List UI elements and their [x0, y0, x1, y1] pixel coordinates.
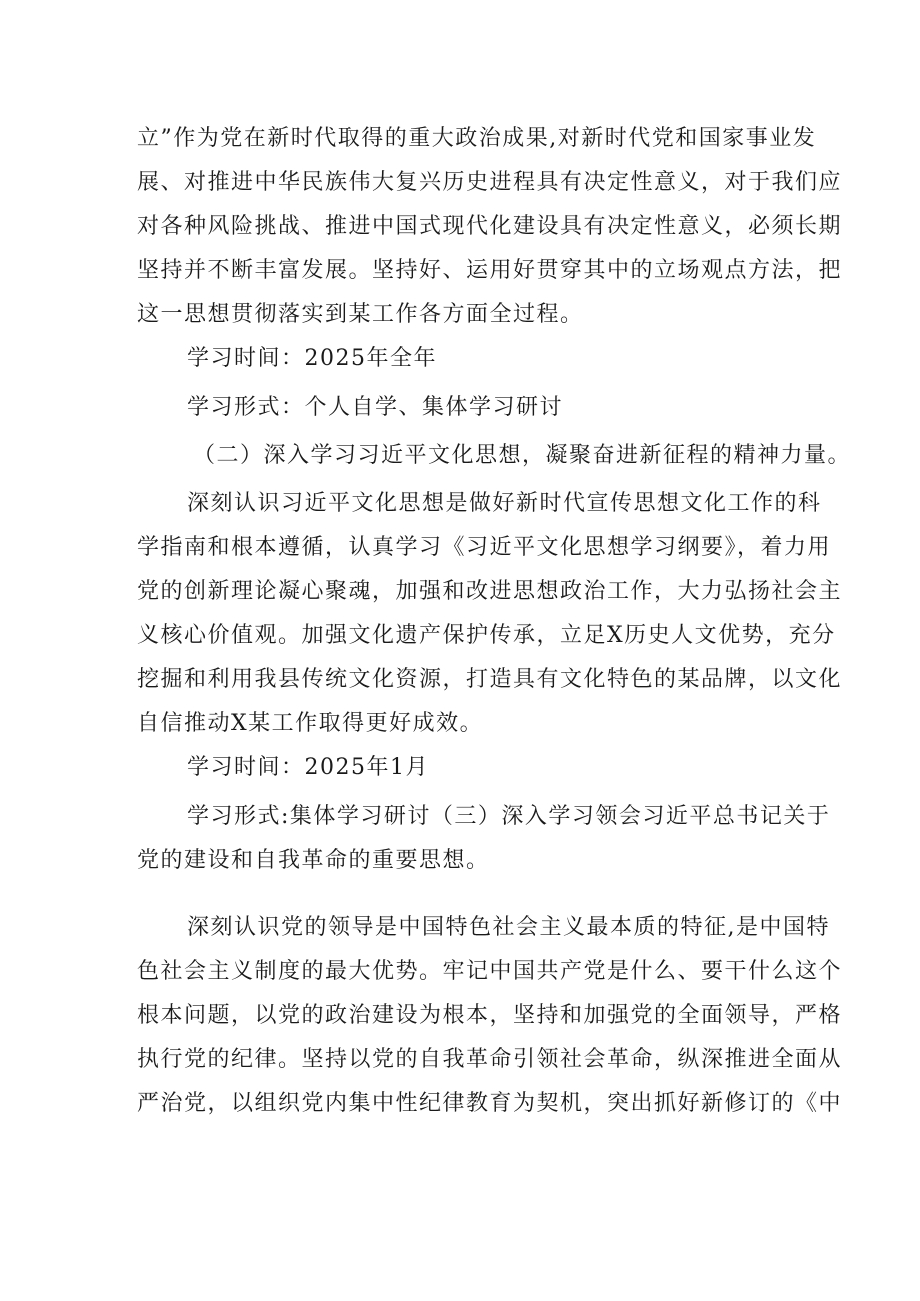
- study-form-1: 学习形式：个人自学、集体学习研讨: [187, 395, 564, 420]
- study-time-2: 学习时间：2025年1月: [187, 755, 429, 780]
- section-heading-2: （二）深入学习习近平文化思想，凝聚奋进新征程的精神力量。: [193, 443, 852, 468]
- paragraph-1-line-2: 展、对推进中华民族伟大复兴历史进程具有决定性意义，对于我们应: [137, 170, 843, 195]
- study-form-2-line-2: 党的建设和自我革命的重要思想。: [137, 848, 490, 873]
- paragraph-2-line-4: 义核心价值观。加强文化遗产保护传承，立足X历史人文优势，充分: [137, 623, 836, 648]
- paragraph-3-line-1: 深刻认识党的领导是中国特色社会主义最本质的特征,是中国特: [187, 915, 830, 940]
- paragraph-3-line-3: 根本问题，以党的政治建设为根本，坚持和加强党的全面领导，严格: [137, 1003, 843, 1028]
- paragraph-2-line-5: 挖掘和利用我县传统文化资源，打造具有文化特色的某品牌，以文化: [137, 667, 843, 692]
- paragraph-2-line-6: 自信推动X某工作取得更好成效。: [137, 711, 484, 736]
- paragraph-1-line-3: 对各种风险挑战、推进中国式现代化建设具有决定性意义，必须长期: [137, 214, 843, 239]
- paragraph-2-line-1: 深刻认识习近平文化思想是做好新时代宣传思想文化工作的科: [187, 491, 822, 516]
- study-form-2-line-1: 学习形式:集体学习研讨（三）深入学习领会习近平总书记关于: [187, 804, 831, 829]
- paragraph-1-line-5: 这一思想贯彻落实到某工作各方面全过程。: [137, 302, 584, 327]
- paragraph-1-line-1: 立”作为党在新时代取得的重大政治成果,对新时代党和国家事业发: [137, 126, 817, 151]
- study-time-1: 学习时间：2025年全年: [187, 346, 437, 371]
- paragraph-3-line-5: 严治党，以组织党内集中性纪律教育为契机，突出抓好新修订的《中: [137, 1091, 843, 1116]
- paragraph-3-line-2: 色社会主义制度的最大优势。牢记中国共产党是什么、要干什么这个: [137, 959, 843, 984]
- paragraph-3-line-4: 执行党的纪律。坚持以党的自我革命引领社会革命，纵深推进全面从: [137, 1047, 843, 1072]
- paragraph-2-line-3: 党的创新理论凝心聚魂，加强和改进思想政治工作，大力弘扬社会主: [137, 579, 843, 604]
- paragraph-2-line-2: 学指南和根本遵循，认真学习《习近平文化思想学习纲要》，着力用: [137, 535, 832, 560]
- paragraph-1-line-4: 坚持并不断丰富发展。坚持好、运用好贯穿其中的立场观点方法，把: [137, 258, 843, 283]
